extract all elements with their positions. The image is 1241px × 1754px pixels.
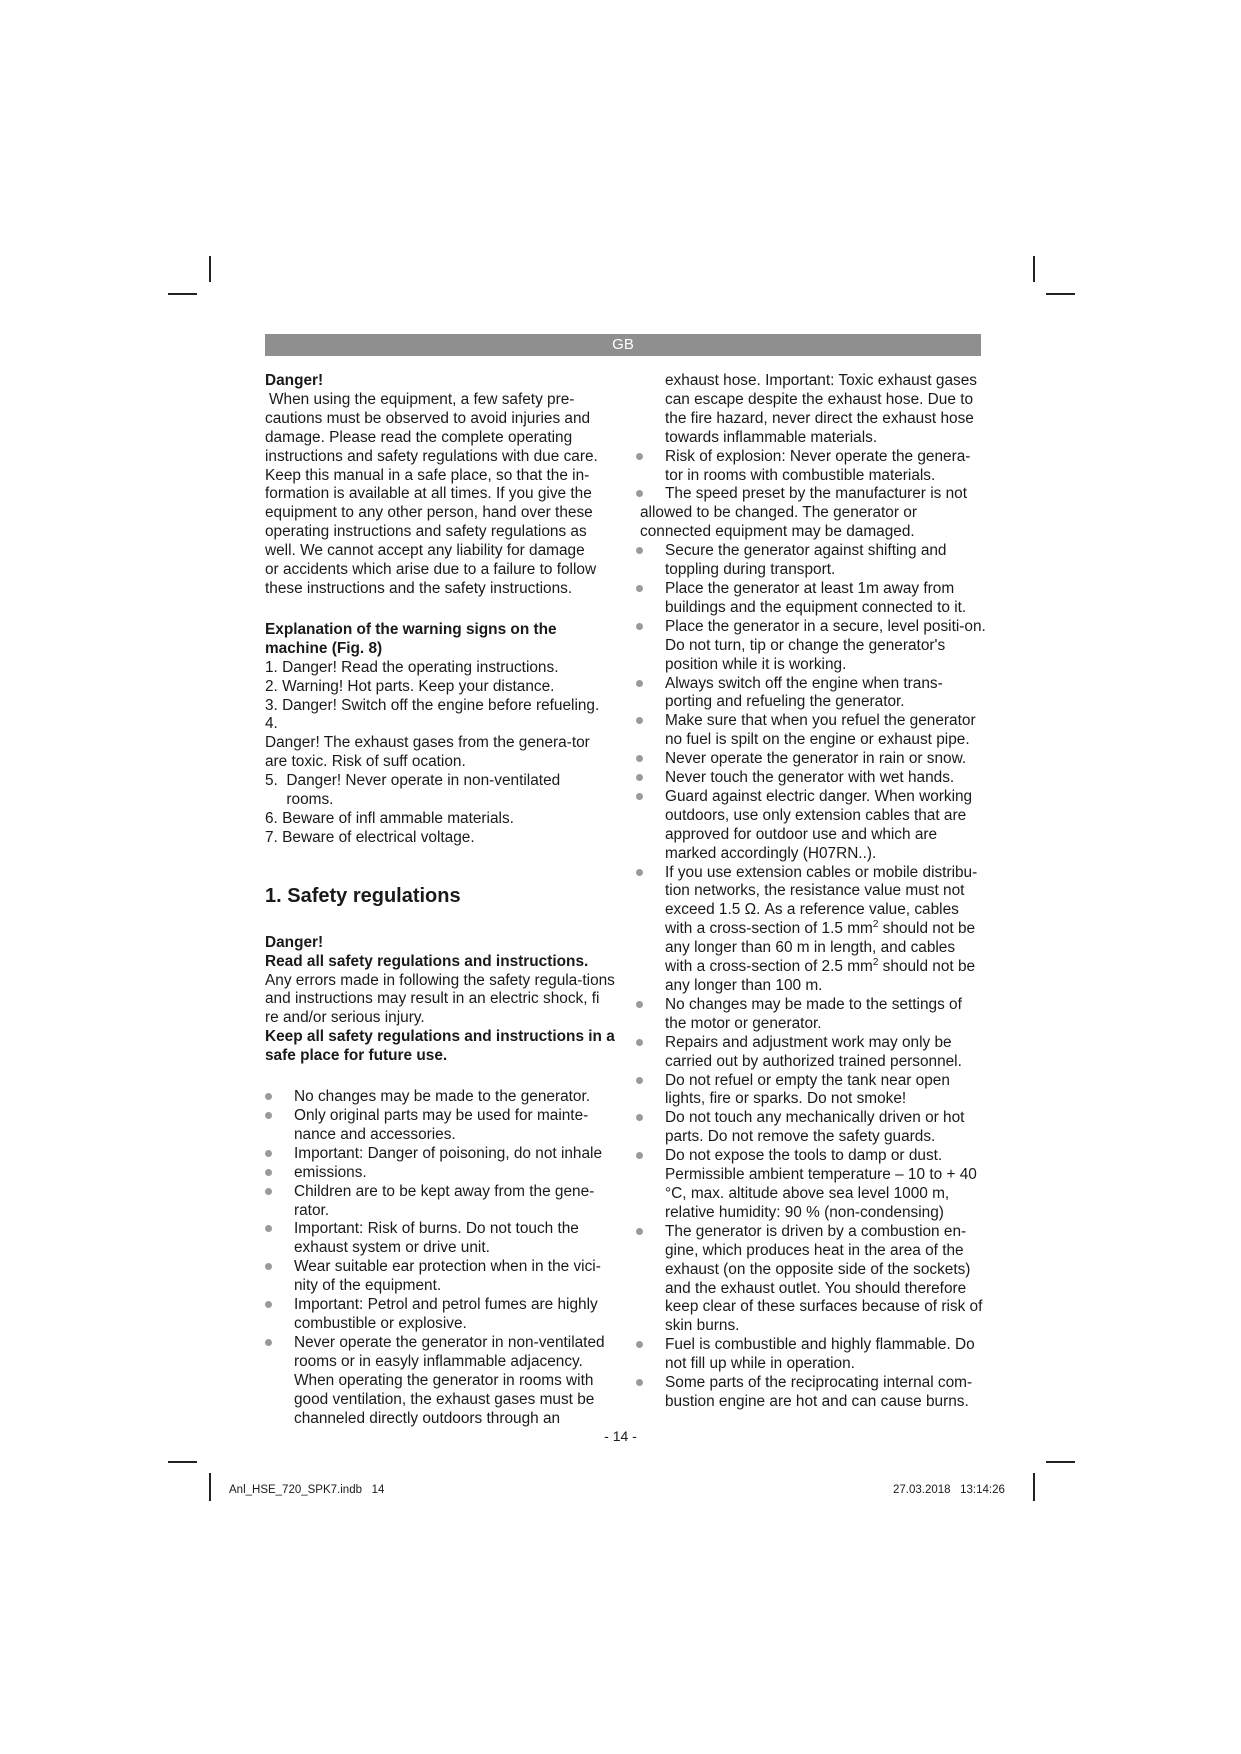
bullet-dot-icon	[265, 1093, 272, 1100]
list-item: Never operate the generator in non-ventilated rooms or in easyly inflammable adjacency. When operating the generator in rooms with good ventilation, the exhaust gases must be channeled directly outdoors through an	[265, 1334, 615, 1429]
bullet-dot-icon	[265, 1301, 272, 1308]
intro-line: damage. Please read the complete operating	[265, 428, 573, 446]
list-item: 5. Danger! Never operate in non-ventilated rooms.	[265, 772, 561, 809]
crop-mark-top-right-h	[1046, 293, 1075, 295]
read-all-heading: Read all safety regulations and instructions.	[265, 952, 589, 970]
list-item: 6. Beware of infl ammable materials.	[265, 809, 514, 827]
exhaust-continuation: exhaust hose. Important: Toxic exhaust gases can escape despite the exhaust hose. Due to the fire hazard, never direct the exhaust hose towards inflammable materials.	[665, 372, 977, 446]
bullet-dot-icon	[636, 680, 643, 687]
bullet-dot-icon	[636, 1039, 643, 1046]
intro-line: these instructions and the safety instructions.	[265, 579, 573, 597]
list-item: No changes may be made to the generator.	[265, 1088, 615, 1107]
footer-filename: Anl_HSE_720_SPK7.indb 14	[229, 1484, 385, 1496]
list-item: Important: Danger of poisoning, do not inhale	[265, 1145, 615, 1164]
bullet-dot-icon	[636, 1228, 643, 1235]
page-number: - 14 -	[604, 1428, 637, 1444]
intro-danger-title: Danger!	[265, 372, 324, 389]
bullet-dot-icon	[636, 1114, 643, 1121]
list-item: 4. Danger! The exhaust gases from the genera-tor are toxic. Risk of suff ocation.	[265, 715, 590, 771]
warning-signs-title-line1: Explanation of the warning signs on the	[265, 620, 557, 638]
bullet-dot-icon	[265, 1169, 272, 1176]
list-item: The speed preset by the manufacturer is not	[636, 485, 986, 504]
crop-mark-bottom-left-v	[209, 1473, 211, 1501]
bullet-dot-icon	[636, 453, 643, 460]
bullet-dot-icon	[636, 1001, 643, 1008]
bullet-dot-icon	[636, 547, 643, 554]
crop-mark-bottom-left-h	[168, 1461, 197, 1463]
list-item: Never operate the generator in rain or snow.	[636, 750, 986, 769]
bullet-dot-icon	[265, 1188, 272, 1195]
bullet-dot-icon	[636, 755, 643, 762]
intro-line: or accidents which arise due to a failure to follow	[265, 561, 597, 579]
list-item: 7. Beware of electrical voltage.	[265, 828, 475, 846]
bullet-dot-icon	[265, 1263, 272, 1270]
list-item: Children are to be kept away from the gene-rator.	[265, 1183, 615, 1221]
danger-title: Danger!	[265, 933, 324, 951]
errors-paragraph: Any errors made in following the safety regula-tions and instructions may result in an electric shock, fi re and/or serious injury.	[265, 971, 615, 1027]
list-item: Do not expose the tools to damp or dust. Permissible ambient temperature – 10 to + 40 °C, max. altitude above sea level 1000 m, relative humidity: 90 % (non-condensing)	[636, 1147, 986, 1223]
bullet-dot-icon	[636, 623, 643, 630]
list-item: emissions.	[265, 1164, 615, 1183]
list-item: Wear suitable ear protection when in the vici-nity of the equipment.	[265, 1258, 615, 1296]
keep-all-heading: Keep all safety regulations and instructions in a safe place for future use.	[265, 1028, 615, 1065]
bullet-dot-icon	[636, 490, 643, 497]
crop-mark-top-left-v	[209, 256, 211, 282]
list-item: Place the generator at least 1m away from buildings and the equipment connected to it.	[636, 580, 986, 618]
intro-line: instructions and safety regulations with due care.	[265, 447, 598, 465]
list-item: Make sure that when you refuel the generator no fuel is spilt on the engine or exhaust pipe.	[636, 712, 986, 750]
list-item: Fuel is combustible and highly flammable. Do not fill up while in operation.	[636, 1336, 986, 1374]
warning-signs-title-line2: machine (Fig. 8)	[265, 639, 383, 657]
intro-line: formation is available at all times. If you give the	[265, 485, 592, 503]
crop-mark-top-right-v	[1033, 256, 1035, 282]
crop-mark-bottom-right-h	[1046, 1461, 1075, 1463]
list-item: Some parts of the reciprocating internal com-bustion engine are hot and can cause burns.	[636, 1374, 986, 1412]
bullet-dot-icon	[265, 1339, 272, 1346]
section-heading-safety: 1. Safety regulations	[265, 884, 461, 907]
list-item: 3. Danger! Switch off the engine before refueling.	[265, 696, 600, 714]
bullet-dot-icon	[636, 717, 643, 724]
list-item: Do not refuel or empty the tank near open lights, fire or sparks. Do not smoke!	[636, 1072, 986, 1110]
intro-line: equipment to any other person, hand over these	[265, 504, 593, 522]
footer-timestamp: 27.03.2018 13:14:26	[893, 1484, 1005, 1496]
list-item: 1. Danger! Read the operating instructions.	[265, 658, 559, 676]
list-item: Guard against electric danger. When working outdoors, use only extension cables that are approved for outdoor use and which are marked accordingly (H07RN..).	[636, 788, 986, 864]
language-header-bar: GB	[265, 334, 981, 356]
list-item: Risk of explosion: Never operate the genera-tor in rooms with combustible materials.	[636, 448, 986, 486]
bullet-dot-icon	[636, 1152, 643, 1159]
list-item: Never touch the generator with wet hands.	[636, 769, 986, 788]
list-item-continuation: allowed to be changed. The generator or connected equipment may be damaged.	[640, 504, 917, 541]
bullet-dot-icon	[636, 869, 643, 876]
list-item: Do not touch any mechanically driven or hot parts. Do not remove the safety guards.	[636, 1109, 986, 1147]
list-item: Only original parts may be used for mainte-nance and accessories.	[265, 1107, 615, 1145]
list-item: No changes may be made to the settings of the motor or generator.	[636, 996, 986, 1034]
bullet-dot-icon	[636, 1341, 643, 1348]
warning-signs-list	[265, 659, 615, 848]
bullet-dot-icon	[265, 1150, 272, 1157]
list-item: Important: Risk of burns. Do not touch the exhaust system or drive unit.	[265, 1220, 615, 1258]
safety-bullet-list-left	[265, 1088, 615, 1428]
intro-line: well. We cannot accept any liability for damage	[265, 542, 585, 560]
left-column	[265, 372, 615, 1428]
intro-paragraph	[265, 391, 615, 599]
list-item: Important: Petrol and petrol fumes are highly combustible or explosive.	[265, 1296, 615, 1334]
list-item: 2. Warning! Hot parts. Keep your distance.	[265, 677, 555, 695]
list-item: Place the generator in a secure, level positi-on. Do not turn, tip or change the generator's position while it is working.	[636, 618, 986, 675]
crop-mark-bottom-right-v	[1033, 1473, 1035, 1501]
safety-bullet-list-right	[636, 448, 986, 1412]
list-item: Secure the generator against shifting and toppling during transport.	[636, 542, 986, 580]
bullet-dot-icon	[265, 1112, 272, 1119]
intro-line: When using the equipment, a few safety pre-	[269, 390, 575, 408]
list-item: Repairs and adjustment work may only be carried out by authorized trained personnel.	[636, 1034, 986, 1072]
intro-line: Keep this manual in a safe place, so that the in-	[265, 466, 590, 484]
intro-line: operating instructions and safety regulations as	[265, 523, 587, 541]
bullet-dot-icon	[636, 774, 643, 781]
bullet-dot-icon	[636, 1077, 643, 1084]
bullet-dot-icon	[265, 1225, 272, 1232]
list-item: Always switch off the engine when trans-porting and refueling the generator.	[636, 675, 986, 713]
right-column	[636, 372, 986, 1412]
list-item: The generator is driven by a combustion en-gine, which produces heat in the area of the exhaust (on the opposite side of the sockets) and the exhaust outlet. You should therefore keep clear of these surfaces because of risk of skin burns.	[636, 1223, 986, 1336]
bullet-dot-icon	[636, 1379, 643, 1386]
bullet-dot-icon	[636, 793, 643, 800]
bullet-dot-icon	[636, 585, 643, 592]
list-item: If you use extension cables or mobile distribu-tion networks, the resistance value must not exceed 1.5 Ω. As a reference value, cables with a cross-section of 1.5 $mm^2$ should not be any longer than 60 m in length, and cables with a cross-section of 2.5 $mm^2$ should not be any longer than 100 m.	[636, 864, 986, 996]
crop-mark-top-left-h	[168, 293, 197, 295]
intro-line: cautions must be observed to avoid injuries and	[265, 409, 591, 427]
